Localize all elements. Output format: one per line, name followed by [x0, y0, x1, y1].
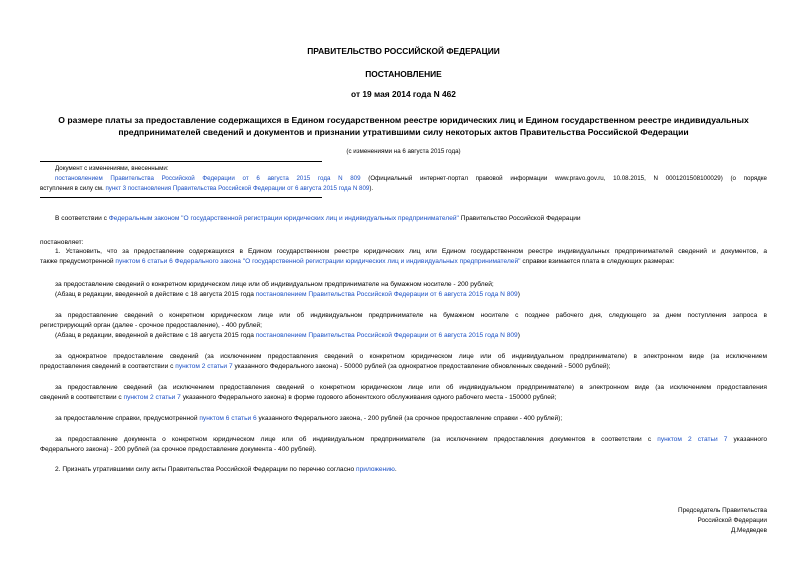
item-4-text-1: за предоставление сведений (за исключением предоставления сведений о конкретном юридическом лице или об индивидуальном предпринимателе) в электронном виде (за исключением предоставления [55, 384, 767, 391]
paragraph-2 [55, 465, 397, 475]
changes-line-2 [40, 184, 373, 193]
p2-text-b: . [394, 466, 397, 473]
item-2-text-1: за предоставление сведений о конкретном юридическом лице или об индивидуальном предпринимателе на бумажном носителе с позднее рабочего дня, следующего за днем поступления запроса в [55, 312, 767, 319]
signature-name: Д.Медведев [730, 527, 767, 534]
changes-link-809[interactable]: постановлением Правительства Российской Федерации от 6 августа 2015 года N 809 [55, 175, 361, 182]
item-6-line-2: Федерального закона) - 200 рублей (за срочное предоставление документа - 400 рублей). [40, 446, 317, 453]
item-1-note-b: ) [517, 291, 520, 298]
appendix-link[interactable]: приложению [356, 466, 395, 473]
item-5-text-b: указанного Федерального закона, - 200 рублей (за срочное предоставление справки - 400 рублей); [256, 415, 563, 422]
item-4-line-2 [40, 393, 556, 403]
changes-top-rule [40, 161, 322, 162]
item-4-link[interactable]: пунктом 2 статьи 7 [123, 394, 181, 401]
item-1-note [55, 290, 520, 300]
p1-text-1: 1. Установить, что за предоставление содержащихся в Едином государственном реестре юридических лиц или Едином государственном реестре индивидуальных предпринимателей сведений и документов, а [55, 248, 767, 255]
item-2-line-1 [55, 311, 767, 321]
item-2-note-a: (Абзац в редакции, введенной в действие с 18 августа 2015 года [55, 332, 256, 339]
item-4-text-2b: указанного Федерального закона) в форме годового абонентского обслуживания одного рабочего места - 150000 рублей; [180, 394, 557, 401]
p1-text-2b: справки взимается плата в следующих размерах: [520, 258, 675, 265]
item-1-note-link[interactable]: постановлением Правительства Российской Федерации от 6 августа 2015 года N 809 [255, 291, 518, 298]
item-2-note [55, 331, 520, 341]
changes-text-3: ). [369, 185, 374, 192]
p2-text-a: 2. Признать утратившими силу акты Правительства Российской Федерации по перечню согласно [55, 466, 357, 473]
item-6-line-1 [55, 435, 767, 445]
p1-text-2a: также предусмотренной [40, 258, 116, 265]
item-3-text-2b: указанного Федерального закона) - 50000 рублей (за однократное предоставление обновленных сведений - 5000 рублей); [232, 363, 611, 370]
changes-link-point3[interactable]: пункт 3 постановления Правительства Российской Федерации от 6 августа 2015 года N 809 [105, 185, 370, 192]
item-5 [55, 414, 562, 424]
item-5-link[interactable]: пунктом 6 статьи 6 [199, 415, 257, 422]
preamble-prefix: В соответствии с [55, 215, 109, 222]
item-5-text-a: за предоставление справки, предусмотренной [55, 415, 200, 422]
preamble [55, 214, 581, 224]
signature-position: Председатель Правительства [678, 507, 767, 514]
federal-law-link[interactable]: Федеральным законом "О государственной регистрации юридических лиц и индивидуальных предпринимателей" [108, 215, 459, 222]
document-title [30, 114, 777, 138]
item-6-text-1b: указанного [727, 436, 767, 443]
item-3-line-2 [40, 362, 611, 372]
title-line-1: О размере платы за предоставление содержащихся в Едином государственном реестре юридических лиц и Едином государственном реестре индивидуальных [58, 115, 749, 125]
item-3-link[interactable]: пунктом 2 статьи 7 [175, 363, 233, 370]
resolves-word: постановляет: [40, 239, 84, 246]
p1-link-point6[interactable]: пунктом 6 статьи 6 Федерального закона "О государственной регистрации юридических лиц и индивидуальных предпринимателей" [115, 258, 521, 265]
changes-label: Документ с изменениями, внесенными: [55, 165, 169, 172]
changes-text-1: (Официальный интернет-портал правовой информации www.pravo.gov.ru, 10.08.2015, N 0001201508100029) (о порядке [360, 175, 768, 182]
item-6-link[interactable]: пунктом 2 статьи 7 [657, 436, 728, 443]
item-2-note-link[interactable]: постановлением Правительства Российской Федерации от 6 августа 2015 года N 809 [255, 332, 518, 339]
item-3-text-2a: предоставления сведений в соответствии с [40, 363, 176, 370]
title-line-2: предпринимателей сведений и документов и признании утратившими силу некоторых актов Правительства Российской Федерации [118, 127, 689, 137]
revision-note: (с изменениями на 6 августа 2015 года) [346, 148, 461, 155]
item-6-text-1a: за предоставление документа о конкретном юридическом лице или об индивидуальном предпринимателе (за исключением предоставления документов в соответствии с [55, 436, 658, 443]
p1-line-1 [55, 247, 767, 257]
item-2-line-2: регистрирующий орган (далее - срочное предоставление), - 400 рублей; [40, 322, 263, 329]
p1-line-2 [40, 257, 675, 267]
item-3-text-1: за однократное предоставление сведений (за исключением предоставления сведений о конкретном юридическом лице или об индивидуальном предпринимателе) в электронном виде (за исключением [55, 353, 767, 360]
changes-text-2: вступления в силу см. [40, 185, 104, 192]
document-date: от 19 мая 2014 года N 462 [351, 89, 456, 99]
item-4-text-2a: сведений в соответствии с [40, 394, 124, 401]
document-type: ПОСТАНОВЛЕНИЕ [365, 69, 442, 79]
changes-bottom-rule [40, 197, 322, 198]
item-1-note-a: (Абзац в редакции, введенной в действие с 18 августа 2015 года [55, 291, 256, 298]
item-1: за предоставление сведений о конкретном юридическом лице или об индивидуальном предпринимателе на бумажном носителе - 200 рублей; [55, 281, 494, 288]
item-2-note-b: ) [517, 332, 520, 339]
item-4-line-1 [55, 383, 767, 393]
signature-block [678, 506, 767, 536]
changes-line-1 [55, 174, 767, 183]
government-heading: ПРАВИТЕЛЬСТВО РОССИЙСКОЙ ФЕДЕРАЦИИ [307, 46, 500, 56]
signature-country: Российской Федерации [697, 517, 767, 524]
preamble-suffix: Правительство Российской Федерации [458, 215, 581, 222]
item-3-line-1 [55, 352, 767, 362]
